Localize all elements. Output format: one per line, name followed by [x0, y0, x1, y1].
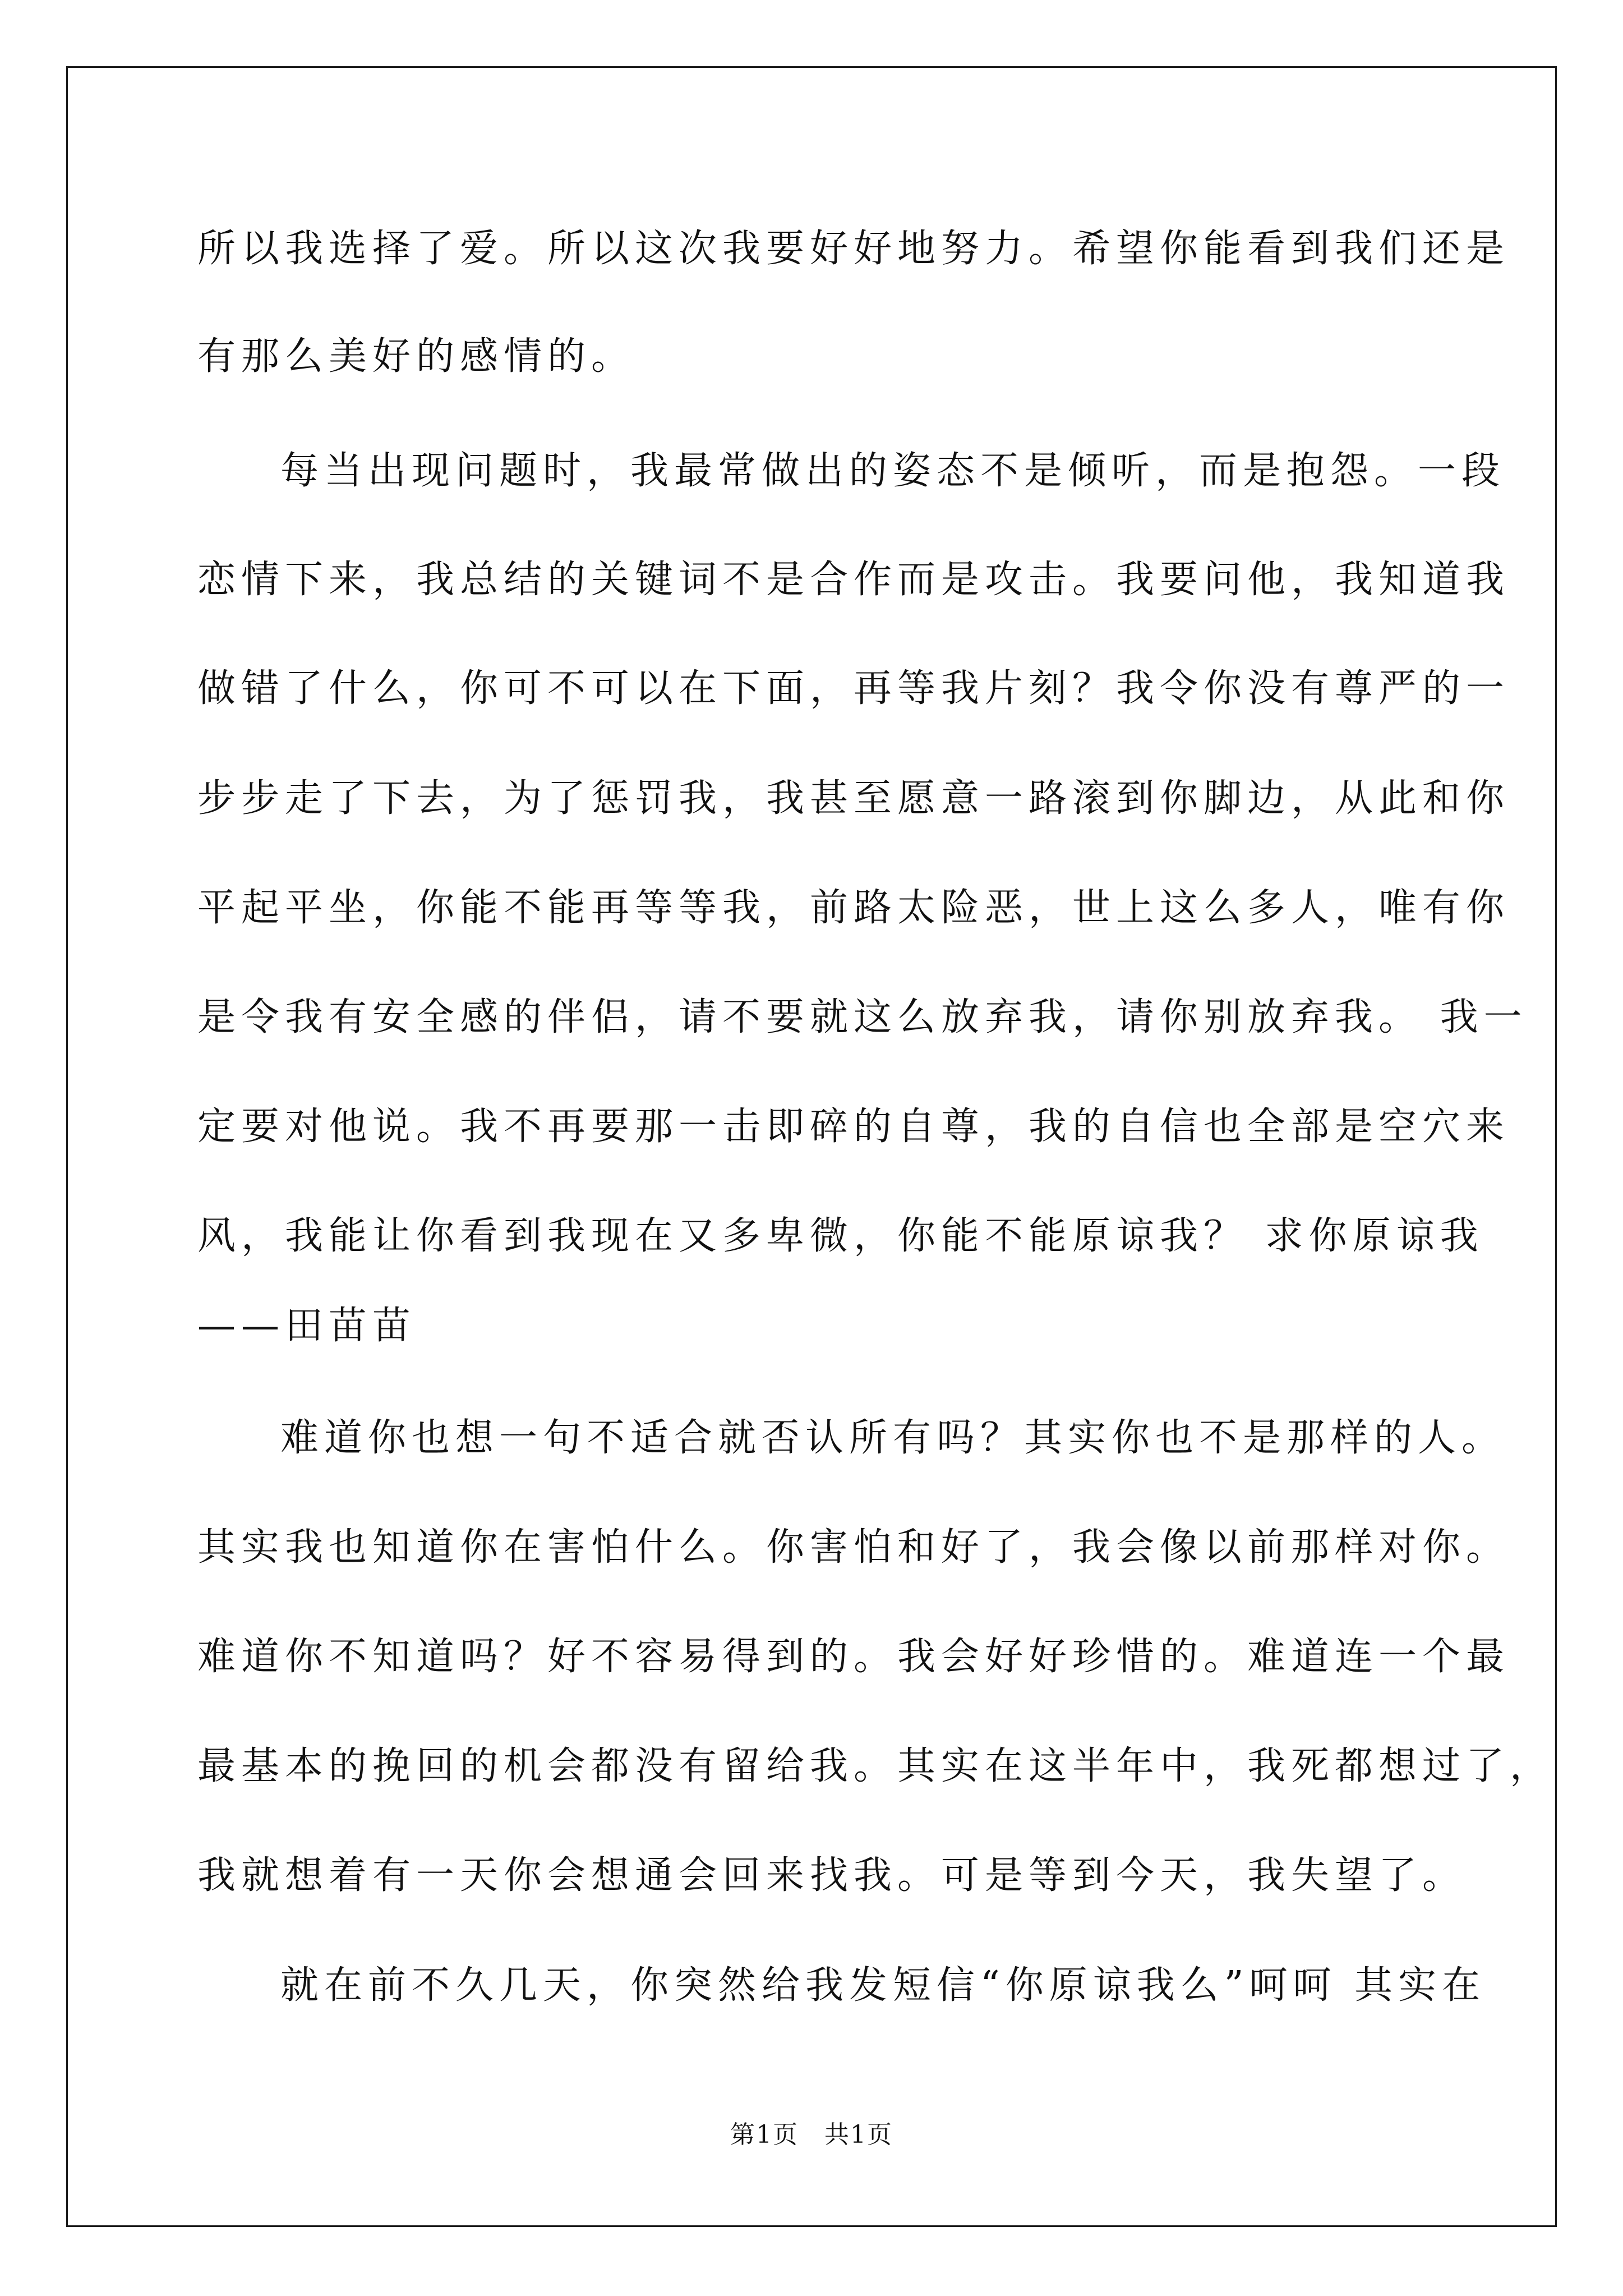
text-line: 风，我能让你看到我现在又多卑微，你能不能原谅我？ 求你原谅我	[197, 1214, 1484, 1258]
text-line: 每当出现问题时，我最常做出的姿态不是倾听，而是抱怨。一段	[280, 449, 1506, 493]
page-number-footer: 第1页 共1页	[730, 2120, 893, 2149]
text-line: 就在前不久几天，你突然给我发短信“你原谅我么”呵呵 其实在	[280, 1963, 1486, 2008]
text-line: 是令我有安全感的伴侣，请不要就这么放弃我，请你别放弃我。 我一	[197, 995, 1528, 1039]
author-signature: ——田苗苗	[197, 1304, 417, 1348]
text-line: 难道你不知道吗？好不容易得到的。我会好好珍惜的。难道连一个最	[197, 1635, 1510, 1679]
text-line: 定要对他说。我不再要那一击即碎的自尊，我的自信也全部是空穴来	[197, 1105, 1510, 1149]
text-line: 难道你也想一句不适合就否认所有吗？其实你也不是那样的人。	[280, 1416, 1506, 1460]
text-line: 我就想着有一天你会想通会回来找我。可是等到今天，我失望了。	[197, 1853, 1467, 1898]
text-line: 最基本的挽回的机会都没有留给我。其实在这半年中，我死都想过了，	[197, 1744, 1554, 1788]
text-line: 有那么美好的感情的。	[197, 334, 635, 379]
text-line: 恋情下来，我总结的关键词不是合作而是攻击。我要问他，我知道我	[197, 558, 1510, 602]
text-line: 平起平坐，你能不能再等等我，前路太险恶，世上这么多人，唯有你	[197, 886, 1510, 930]
text-line: 做错了什么，你可不可以在下面，再等我片刻？我令你没有尊严的一	[197, 666, 1510, 711]
text-line: 其实我也知道你在害怕什么。你害怕和好了，我会像以前那样对你。	[197, 1525, 1510, 1570]
text-line: 步步走了下去，为了惩罚我，我甚至愿意一路滚到你脚边，从此和你	[197, 776, 1510, 821]
text-line: 所以我选择了爱。所以这次我要好好地努力。希望你能看到我们还是	[197, 227, 1510, 271]
